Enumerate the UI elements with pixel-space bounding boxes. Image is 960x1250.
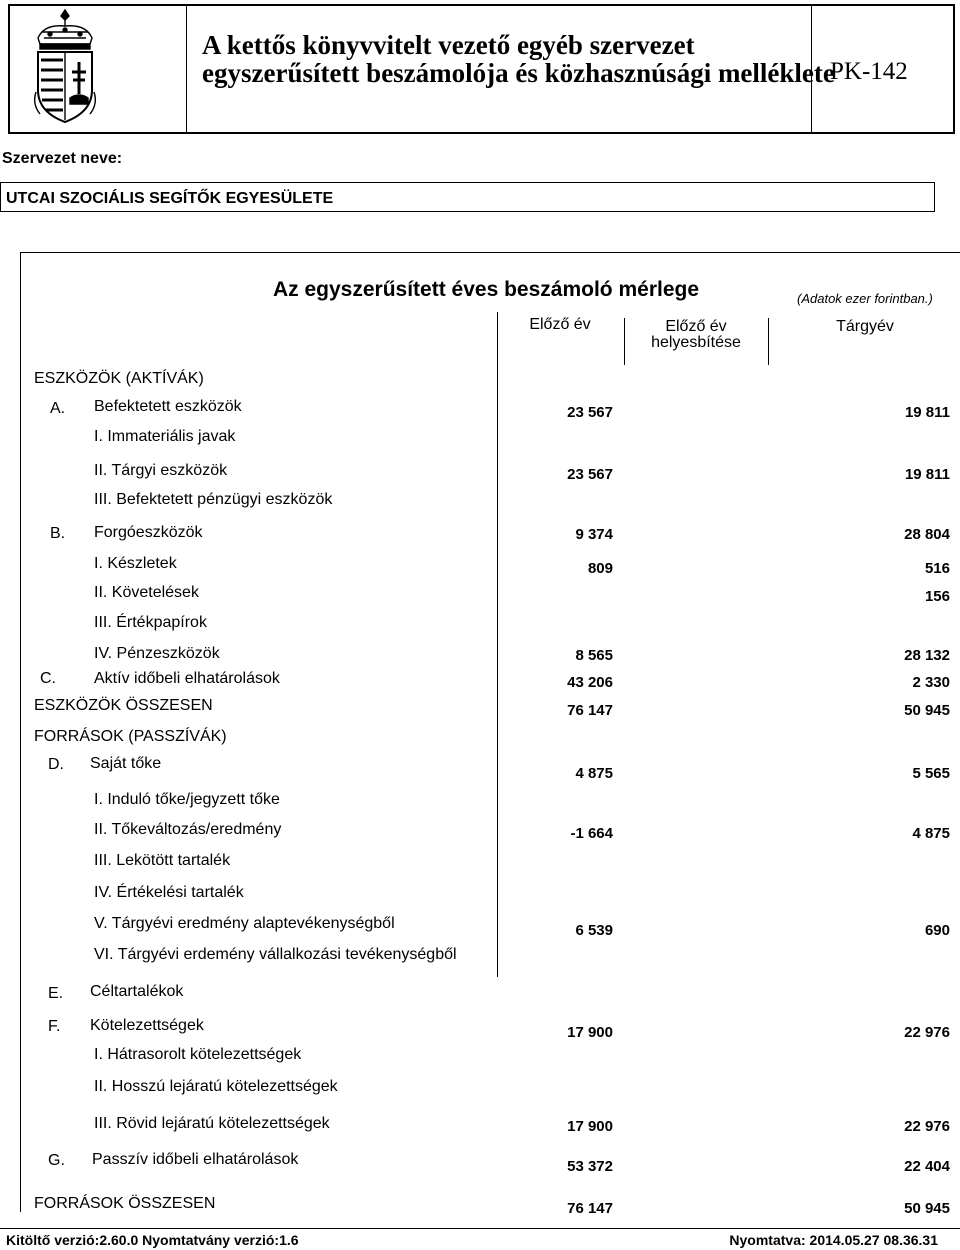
- value-current-year: 22 976: [904, 1024, 950, 1041]
- row-label: FORRÁSOK (PASSZÍVÁK): [34, 728, 227, 745]
- value-current-year: 2 330: [912, 674, 950, 691]
- value-current-year: 516: [924, 560, 950, 577]
- value-prev-year: 53 372: [567, 1158, 613, 1175]
- row-letter: E.: [48, 985, 64, 1002]
- row-label: IV. Értékelési tartalék: [94, 884, 244, 901]
- footer-print-date: Nyomtatva: 2014.05.27 08.36.31: [729, 1232, 938, 1248]
- unit-note: (Adatok ezer forintban.): [797, 291, 933, 306]
- value-current-year: 19 811: [904, 404, 950, 421]
- row-label: I. Immateriális javak: [94, 428, 236, 445]
- value-prev-year: 23 567: [567, 466, 613, 483]
- form-code: PK-142: [830, 58, 908, 85]
- row-label: Céltartalékok: [90, 983, 184, 1000]
- footer-version: Kitöltő verzió:2.60.0 Nyomtatvány verzió:1.6: [6, 1232, 299, 1248]
- value-current-year: 19 811: [904, 466, 950, 483]
- row-label: Passzív időbeli elhatárolások: [92, 1151, 299, 1168]
- row-label: II. Tőkeváltozás/eredmény: [94, 821, 282, 838]
- value-current-year: 22 404: [904, 1158, 950, 1175]
- value-prev-year: 809: [587, 560, 613, 577]
- column-header-correction-line2: helyesbítése: [651, 334, 741, 351]
- organization-label: Szervezet neve:: [2, 150, 123, 167]
- row-letter: A.: [50, 400, 66, 417]
- value-current-year: 5 565: [912, 765, 950, 782]
- value-prev-year: 17 900: [567, 1024, 613, 1041]
- value-current-year: 28 132: [904, 647, 950, 664]
- row-label: I. Készletek: [94, 555, 177, 572]
- form-title-line1: A kettős könyvvitelt vezető egyéb szervezet: [202, 30, 695, 60]
- column-header-correction-line1: Előző év: [665, 318, 727, 335]
- value-prev-year: 76 147: [567, 702, 613, 719]
- row-letter: C.: [40, 670, 56, 687]
- value-current-year: 50 945: [904, 1200, 950, 1217]
- row-label: II. Tárgyi eszközök: [94, 462, 228, 479]
- row-label: I. Induló tőke/jegyzett tőke: [94, 791, 280, 808]
- row-letter: B.: [50, 525, 66, 542]
- row-label: ESZKÖZÖK (AKTÍVÁK): [34, 370, 204, 387]
- row-label: Befektetett eszközök: [94, 398, 242, 415]
- row-label: II. Követelések: [94, 584, 199, 601]
- header-divider-left: [186, 4, 187, 134]
- value-prev-year: 4 875: [575, 765, 613, 782]
- row-label: Forgóeszközök: [94, 524, 203, 541]
- balance-sheet-title: Az egyszerűsített éves beszámoló mérlege: [273, 278, 700, 301]
- column-separator-1: [497, 312, 498, 977]
- row-letter: F.: [48, 1018, 61, 1035]
- row-label: ESZKÖZÖK ÖSSZESEN: [34, 697, 213, 714]
- column-separator-2: [624, 318, 625, 365]
- value-current-year: 156: [924, 588, 950, 605]
- value-prev-year: 9 374: [575, 526, 613, 543]
- value-current-year: 50 945: [904, 702, 950, 719]
- value-current-year: 4 875: [912, 825, 950, 842]
- row-label: Aktív időbeli elhatárolások: [94, 670, 280, 687]
- row-label: III. Értékpapírok: [94, 614, 207, 631]
- form-title-line2: egyszerűsített beszámolója és közhasznúsági melléklete: [202, 58, 835, 88]
- value-prev-year: 76 147: [567, 1200, 613, 1217]
- column-separator-3: [768, 318, 769, 365]
- row-label: FORRÁSOK ÖSSZESEN: [34, 1195, 216, 1212]
- row-label: II. Hosszú lejáratú kötelezettségek: [94, 1078, 338, 1095]
- row-label: Kötelezettségek: [90, 1017, 204, 1034]
- column-header-current-year: Tárgyév: [836, 318, 894, 335]
- value-prev-year: 17 900: [567, 1118, 613, 1135]
- value-prev-year: -1 664: [570, 825, 613, 842]
- value-current-year: 22 976: [904, 1118, 950, 1135]
- row-label: Saját tőke: [90, 755, 162, 772]
- value-current-year: 28 804: [904, 526, 950, 543]
- value-prev-year: 23 567: [567, 404, 613, 421]
- value-prev-year: 6 539: [575, 922, 613, 939]
- row-label: III. Lekötött tartalék: [94, 852, 231, 869]
- value-prev-year: 8 565: [575, 647, 613, 664]
- footer-rule: [0, 1228, 960, 1229]
- row-label: I. Hátrasorolt kötelezettségek: [94, 1046, 302, 1063]
- value-current-year: 690: [924, 922, 950, 939]
- value-prev-year: 43 206: [567, 674, 613, 691]
- row-label: III. Befektetett pénzügyi eszközök: [94, 491, 333, 508]
- row-label: IV. Pénzeszközök: [94, 645, 220, 662]
- row-letter: D.: [48, 756, 64, 773]
- row-letter: G.: [48, 1152, 65, 1169]
- row-label: V. Tárgyévi eredmény alaptevékenységből: [94, 915, 395, 932]
- row-label: VI. Tárgyévi erdemény vállalkozási tevékenységből: [94, 946, 457, 963]
- coat-of-arms-icon: [30, 8, 100, 126]
- row-label: III. Rövid lejáratú kötelezettségek: [94, 1115, 330, 1132]
- column-header-prev-year: Előző év: [529, 316, 591, 333]
- organization-name: UTCAI SZOCIÁLIS SEGÍTŐK EGYESÜLETE: [6, 190, 334, 207]
